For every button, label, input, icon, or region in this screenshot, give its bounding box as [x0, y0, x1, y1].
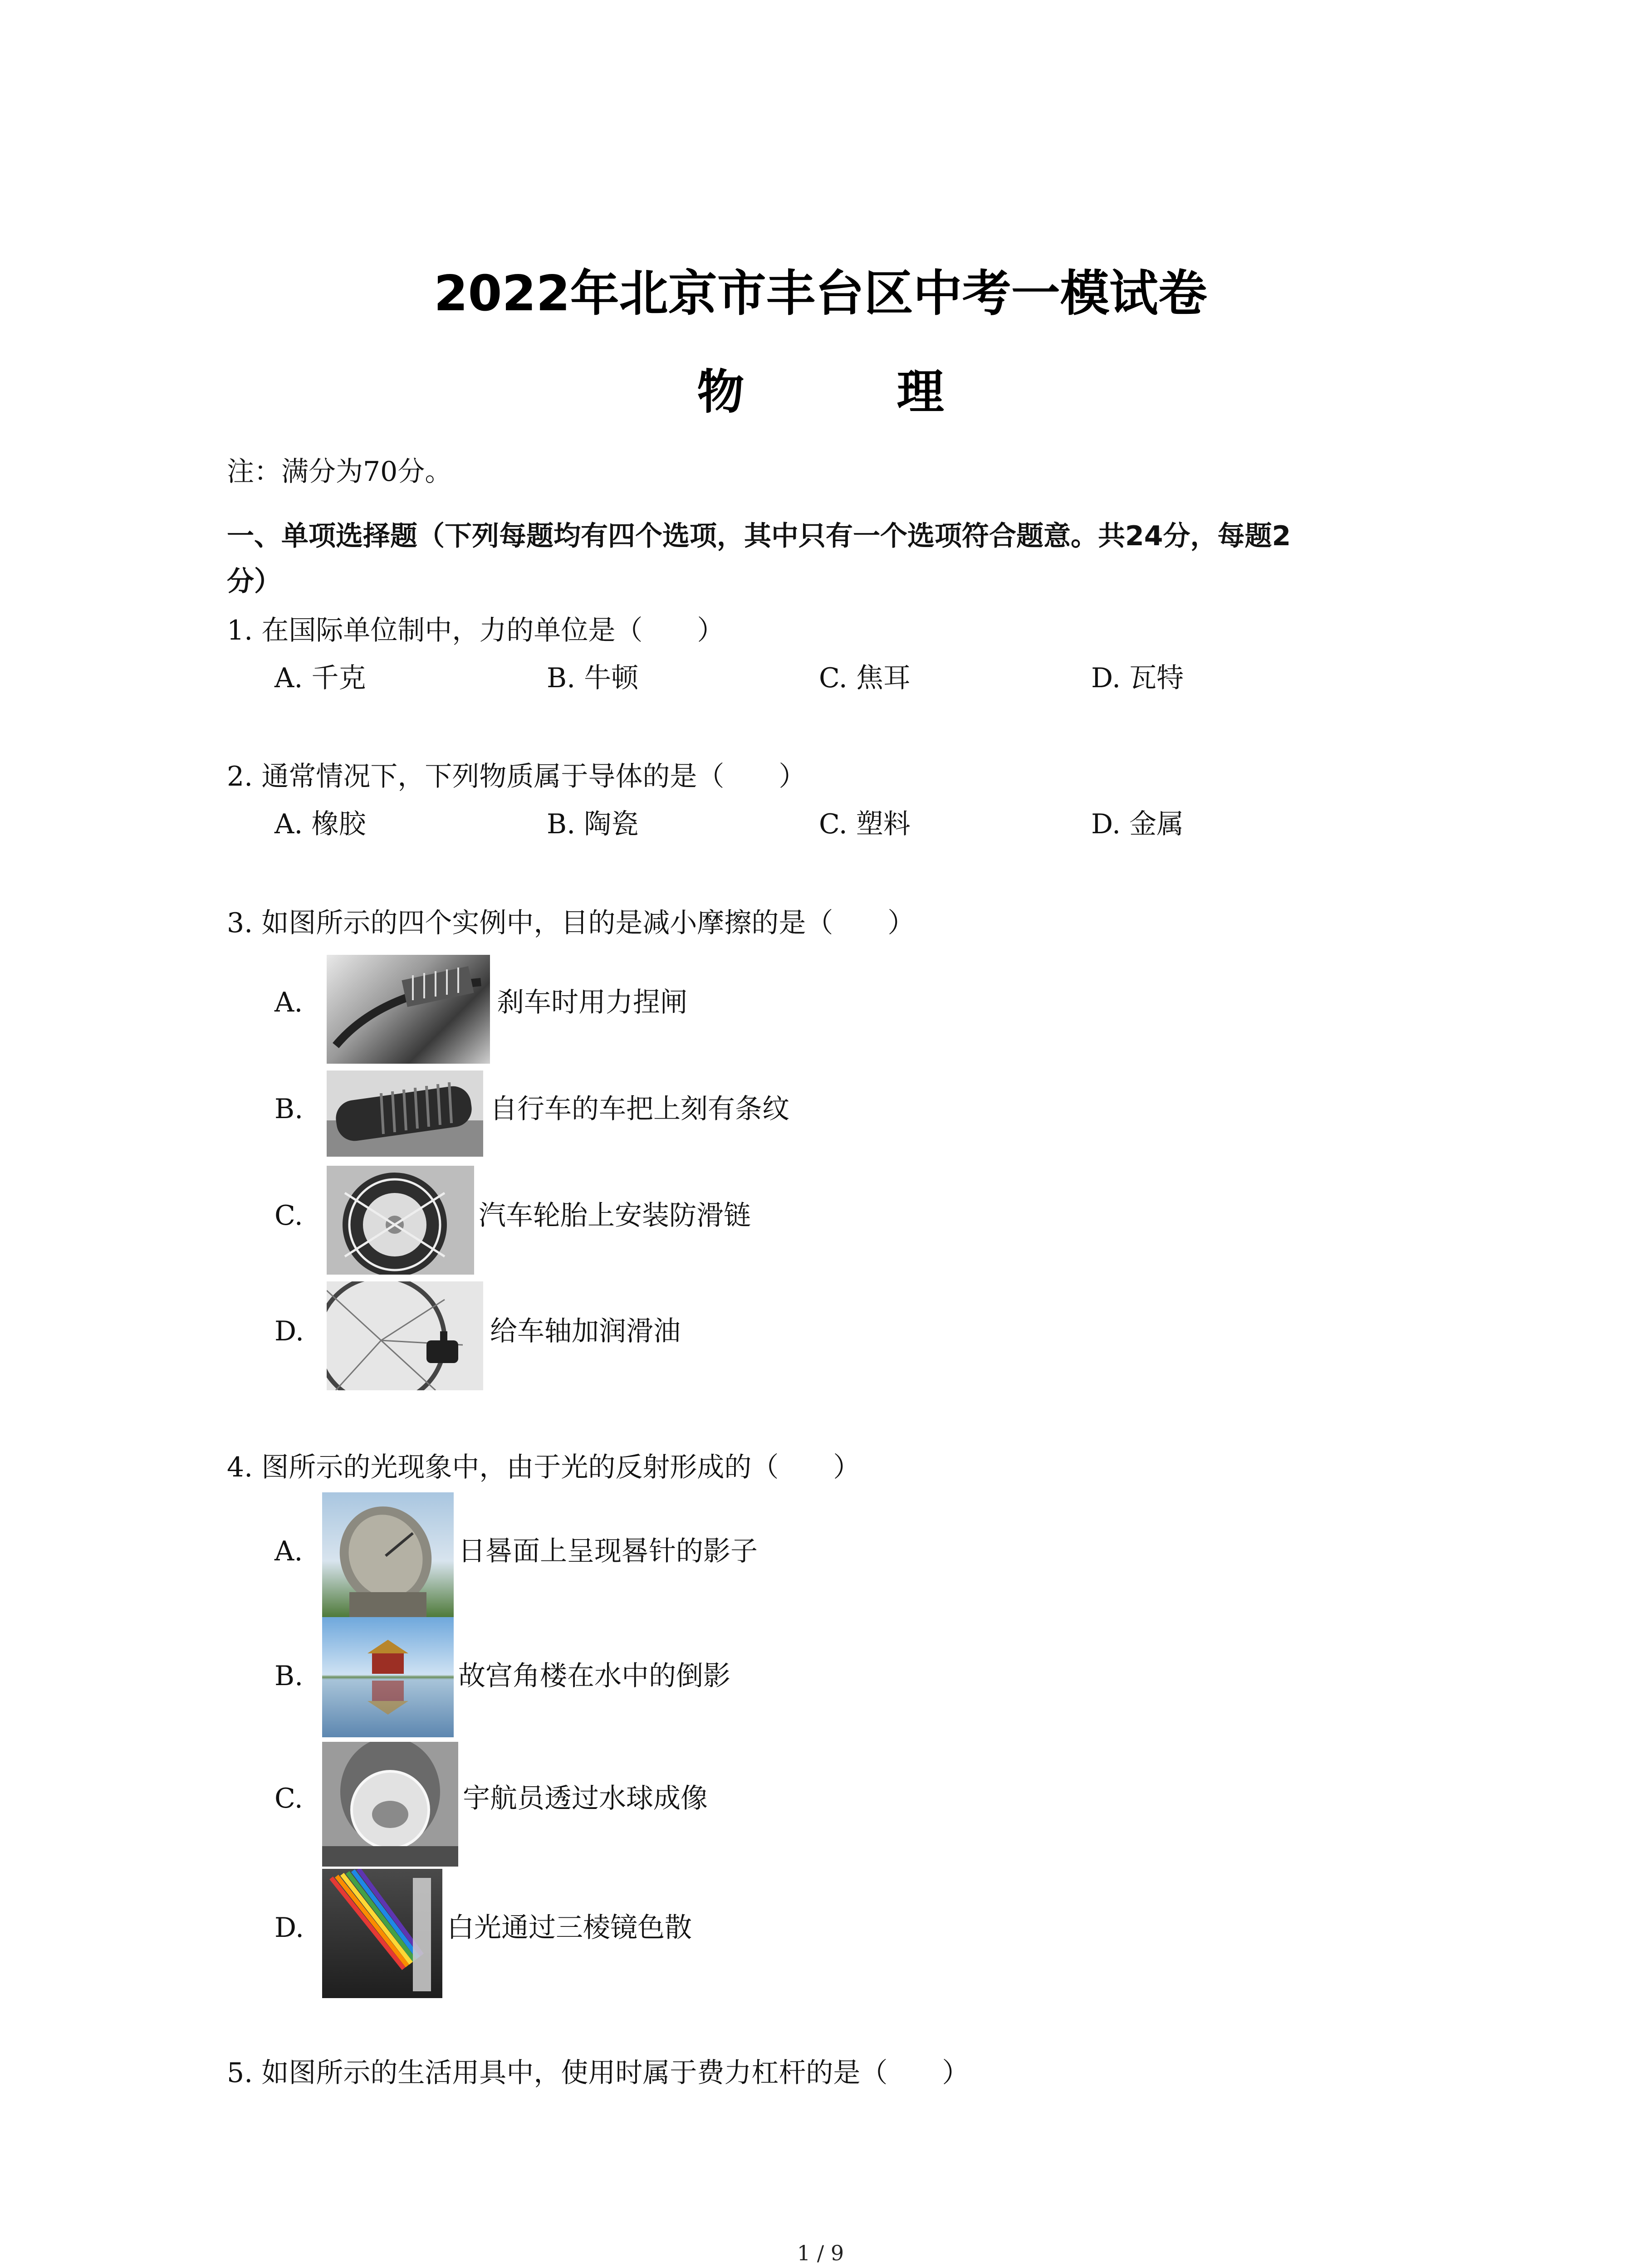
q2-option-b: B. 陶瓷	[547, 808, 639, 840]
q3-option-c-letter: C.	[274, 1200, 303, 1232]
q2-option-a: A. 橡胶	[274, 808, 366, 840]
section-heading-line1: 一、单项选择题（下列每题均有四个选项，其中只有一个选项符合题意。共24分，每题2	[227, 520, 1291, 552]
q4-option-a-text: 日晷面上呈现晷针的影子	[458, 1535, 758, 1567]
brake-lever-icon	[327, 955, 490, 1064]
handlebar-grip-icon	[327, 1070, 483, 1157]
exam-title: 2022年北京市丰台区中考一模试卷	[434, 265, 1207, 322]
palace-reflection-image	[322, 1617, 454, 1737]
score-note: 注：满分为70分。	[227, 456, 452, 488]
q2-option-c: C. 塑料	[819, 808, 911, 840]
prism-rainbow-icon	[322, 1869, 442, 1998]
subject-title: 物 理	[697, 364, 1012, 420]
handlebar-grip-image	[327, 1070, 483, 1157]
brake-lever-image	[327, 955, 490, 1064]
q4-option-c-letter: C.	[274, 1783, 303, 1814]
q1-option-a: A. 千克	[274, 662, 366, 694]
q3-option-d-letter: D.	[274, 1315, 304, 1347]
q3-option-d-text: 给车轴加润滑油	[490, 1315, 681, 1347]
q4-option-d-text: 白光通过三棱镜色散	[447, 1912, 692, 1944]
sundial-icon	[322, 1492, 454, 1617]
axle-oil-image	[327, 1281, 483, 1390]
q1-option-b: B. 牛顿	[547, 662, 639, 694]
q3-option-c-text: 汽车轮胎上安装防滑链	[479, 1200, 751, 1232]
q1-option-c: C. 焦耳	[819, 662, 911, 694]
q4-option-b-text: 故宫角楼在水中的倒影	[458, 1660, 730, 1692]
corner-tower-icon	[322, 1617, 454, 1737]
wheel-oil-can-icon	[327, 1281, 483, 1390]
astronaut-water-ball-image	[322, 1742, 458, 1867]
q2-option-d: D. 金属	[1091, 808, 1184, 840]
page-number: 1 / 9	[797, 2241, 844, 2265]
q2-stem: 2. 通常情况下，下列物质属于导体的是（ ）	[227, 761, 806, 792]
q3-stem: 3. 如图所示的四个实例中，目的是减小摩擦的是（ ）	[227, 907, 915, 939]
q4-option-b-letter: B.	[274, 1660, 304, 1692]
q4-option-d-letter: D.	[274, 1912, 304, 1944]
sundial-image	[322, 1492, 454, 1617]
q3-option-b-text: 自行车的车把上刻有条纹	[490, 1093, 789, 1125]
prism-dispersion-image	[322, 1869, 442, 1998]
q3-option-a-text: 刹车时用力捏闸	[497, 987, 687, 1018]
water-ball-icon	[322, 1742, 458, 1867]
q3-option-b-letter: B.	[274, 1093, 304, 1125]
q1-stem: 1. 在国际单位制中，力的单位是（ ）	[227, 615, 725, 646]
q5-stem: 5. 如图所示的生活用具中，使用时属于费力杠杆的是（ ）	[227, 2057, 970, 2089]
q3-option-a-letter: A.	[274, 987, 303, 1018]
q4-option-c-text: 宇航员透过水球成像	[463, 1783, 708, 1814]
tire-chain-icon	[327, 1166, 474, 1275]
q1-option-d: D. 瓦特	[1091, 662, 1184, 694]
section-heading-line2: 分）	[227, 566, 281, 597]
q4-option-a-letter: A.	[274, 1535, 303, 1567]
q4-stem: 4. 图所示的光现象中，由于光的反射形成的（ ）	[227, 1452, 861, 1483]
snow-chain-tire-image	[327, 1166, 474, 1275]
